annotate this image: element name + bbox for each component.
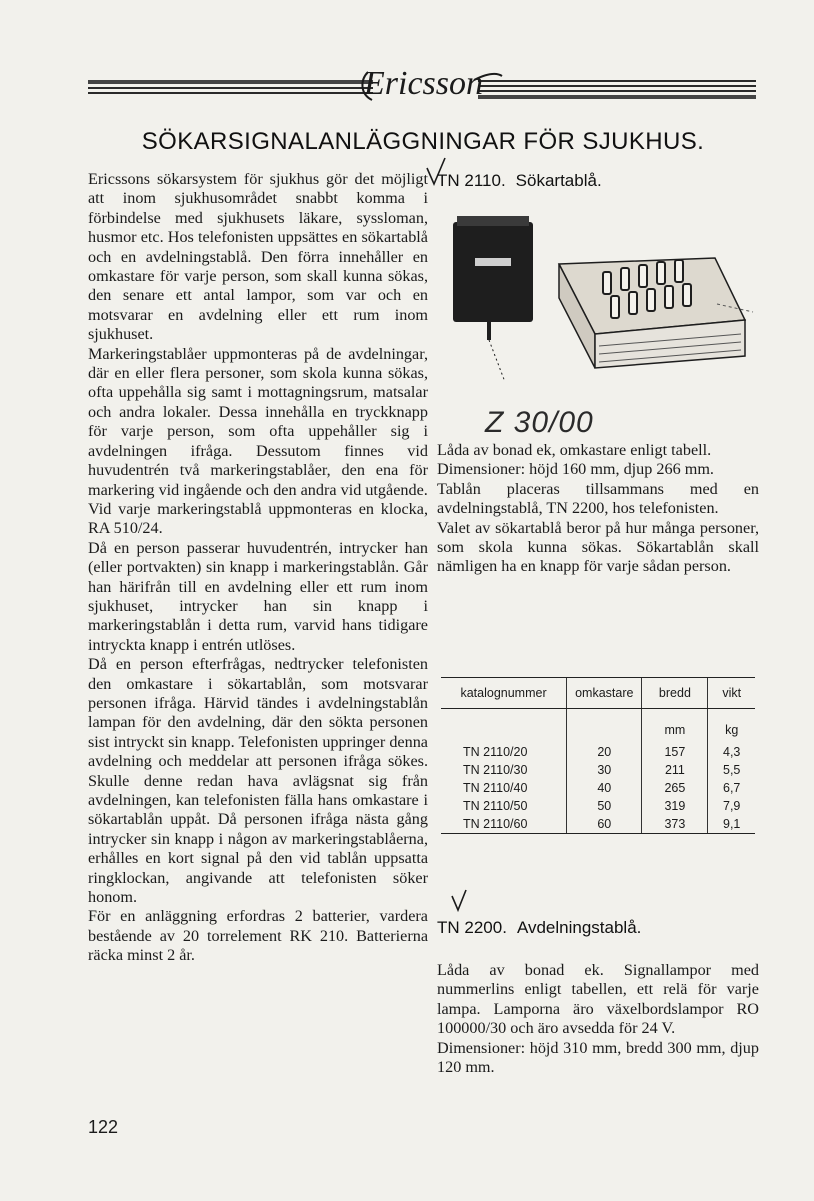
column-header: vikt	[708, 678, 755, 709]
left-column-text	[88, 170, 428, 966]
table-cell: TN 2110/20	[463, 745, 528, 759]
table-cell: TN 2110/60	[441, 815, 567, 834]
table-row	[441, 815, 755, 834]
product-name: Sökartablå.	[515, 171, 602, 190]
body-paragraph: Låda av bonad ek, omkastare enligt tabell.	[437, 441, 712, 459]
table-cell: 40	[567, 779, 642, 797]
page-title: SÖKARSIGNALANLÄGGNINGAR FÖR SJUKHUS.	[141, 128, 705, 155]
body-paragraph: Valet av sökartablå beror på hur många personer, som skola kunna sökas. Sökartablån skall nämligen ha en knapp för varje sådan person.	[437, 518, 759, 576]
table-cell: 6,7	[708, 779, 755, 797]
table-cell: 319	[642, 797, 708, 815]
column-header: katalognummer	[441, 678, 567, 709]
section-heading-tn2200	[437, 918, 641, 938]
column-header: omkastare	[567, 678, 642, 709]
table-cell: kg	[708, 709, 755, 744]
table-row	[441, 743, 755, 761]
table-cell: 7,9	[708, 797, 755, 815]
table-row	[441, 779, 755, 797]
table-row	[441, 709, 755, 744]
table-cell	[567, 709, 642, 744]
table-row	[441, 797, 755, 815]
table-row	[441, 761, 755, 779]
product-code: TN 2110.	[437, 171, 506, 190]
handwritten-annotation: Z 30/00	[485, 406, 594, 439]
table-cell: mm	[642, 709, 708, 744]
table-cell: 30	[567, 761, 642, 779]
section-heading-tn2110	[437, 171, 602, 191]
table-cell: TN 2110/40	[463, 781, 528, 795]
table-cell: 4,3	[708, 743, 755, 761]
table-cell: 373	[642, 815, 708, 834]
search-board-illustration	[445, 212, 757, 392]
body-paragraph: Då en person efterfrågas, nedtrycker telefonisten den omkastare i sökartablån, som motsvarar personen ifråga. Härvid tändes i avdelningstablån lampan för den avdelning, där den sökta personen sist intryckt sin knapp. Telefonisten uppringer denna avdelning och meddelar att personen ifråga sökes. Skulle denne redan hava avlägsnat sig från avdelningen, kan telefonisten fälla hans omkastare i sökartablån uppåt. Då personen ifråga nästa gång intrycker sin knapp i någon av markeringstablåerna, erhålles en kort signal på den vid tablån uppsatta ringklockan, angivande att telefonisten söker honom.	[88, 655, 428, 907]
body-paragraph: Låda av bonad ek. Signallampor med nummerlins enligt tabellen, ett relä för varje lampa. Lamporna äro växelbordslampor RO 100000/30 och äro avsedda för 24 V.	[437, 961, 759, 1038]
table-cell: TN 2110/50	[463, 799, 528, 813]
table-cell: 9,1	[708, 815, 755, 834]
body-paragraph: Då en person passerar huvudentrén, intrycker han (eller portvakten) sin knapp i markeringstablån. Går han härifrån till en avdelning eller ett rum inom sjukhuset, intrycker han sin knapp i markeringstablån i detta rum, varvid hans tidigare intryckta knapp i entrén utlöses.	[88, 538, 428, 654]
header-rule-right	[478, 80, 756, 96]
ericsson-logo	[356, 50, 506, 112]
table-cell: TN 2110/30	[463, 763, 528, 777]
tn2110-description	[437, 441, 759, 577]
svg-text:Ericsson: Ericsson	[364, 65, 483, 102]
body-paragraph: För en anläggning erfordras 2 batterier, vardera bestående av 20 torrelement RK 210. Batterierna räcka minst 2 år.	[88, 907, 428, 965]
tn2200-description	[437, 961, 759, 1077]
table-cell: 60	[567, 815, 642, 834]
table-cell: 265	[642, 779, 708, 797]
column-header: bredd	[642, 678, 708, 709]
body-paragraph: Tablån placeras tillsammans med en avdelningstablå, TN 2200, hos telefonisten.	[437, 479, 759, 518]
page-number: 122	[88, 1117, 119, 1137]
check-mark-icon	[450, 888, 468, 914]
table-cell: 5,5	[708, 761, 755, 779]
product-code: TN 2200.	[437, 918, 507, 937]
table-cell: 20	[567, 743, 642, 761]
specification-table	[441, 677, 755, 834]
body-paragraph: Dimensioner: höjd 160 mm, djup 266 mm.	[437, 460, 714, 479]
table-cell	[441, 709, 567, 744]
product-name: Avdelningstablå.	[516, 918, 642, 937]
body-paragraph: Dimensioner: höjd 310 mm, bredd 300 mm, djup 120 mm.	[437, 1038, 759, 1077]
body-paragraph: Ericssons sökarsystem för sjukhus gör det möjligt att inom sjukhusområdet snabbt komma i förbindelse med sjukhusets läkare, syssloman, husmor etc. Hos telefonisten uppsättes en sökartablå och en avdelningstablå. Den förra innehåller en omkastare för varje person, som skall kunna sökas, den senare ett antal lampor, som var och en motsvarar en avdelning eller ett rum inom sjukhuset.	[88, 170, 428, 344]
table-cell: 50	[567, 797, 642, 815]
table-cell: 157	[642, 743, 708, 761]
header-rule-left	[88, 80, 373, 96]
body-paragraph: Vid varje markeringstablå uppmonteras en klocka, RA 510/24.	[88, 499, 428, 538]
table-cell: 211	[642, 761, 708, 779]
body-paragraph: Markeringstablåer uppmonteras på de avdelningar, där en eller flera personer, som skola kunna sökas, ofta uppehålla sig samt i mottagningsrum, matsalar och andra lokaler. Dessa innehålla en tryckknapp för varje person, som ofta uppehåller sig i avdelningen ifråga. Dessutom finnes vid huvudentrén två markeringstablåer, den ena för markering vid ingående och den andra vid utgående.	[88, 344, 428, 499]
